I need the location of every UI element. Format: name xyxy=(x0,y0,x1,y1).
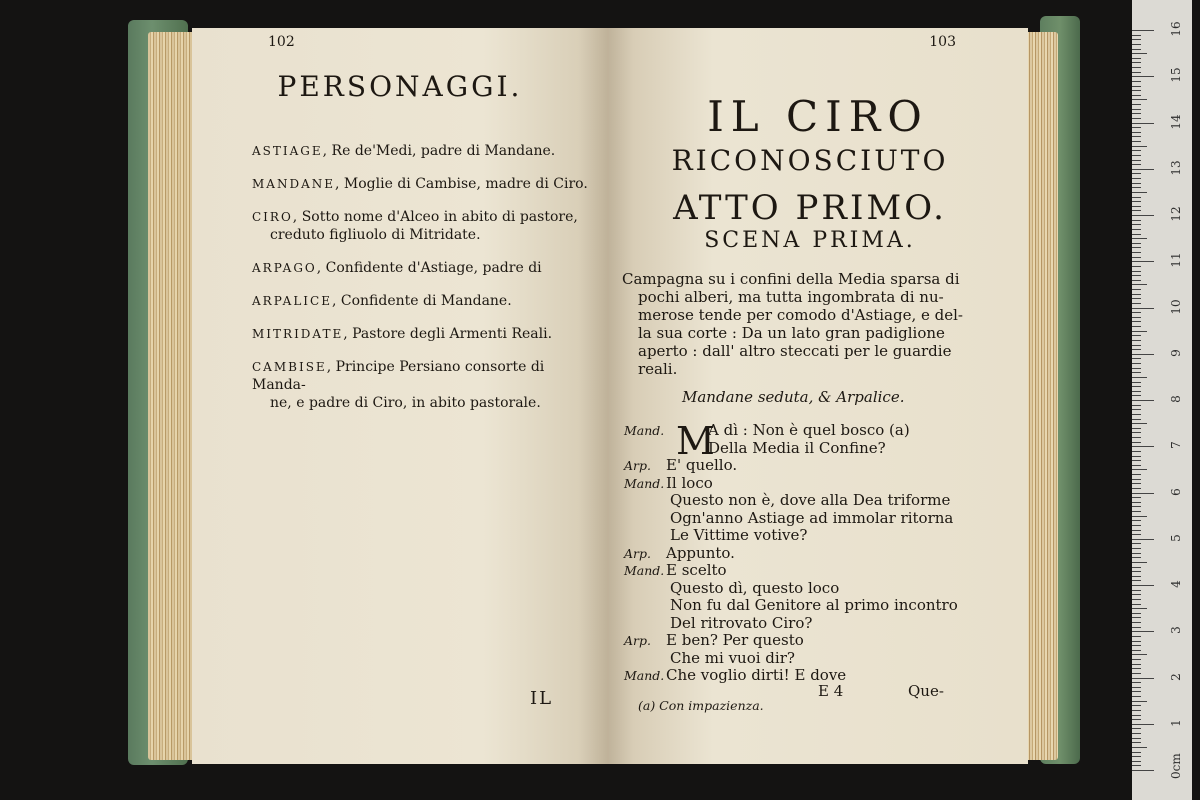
ruler-tick xyxy=(1132,530,1141,531)
character-description: , Principe Persiano consorte di Manda- xyxy=(252,359,545,393)
ruler-tick xyxy=(1132,728,1141,729)
ruler-tick xyxy=(1132,95,1141,96)
ruler-tick xyxy=(1132,511,1141,512)
scene-heading: SCENA PRIMA. xyxy=(704,228,916,253)
ruler-label: 0cm xyxy=(1169,753,1183,779)
ruler-tick xyxy=(1132,460,1141,461)
ruler-tick xyxy=(1132,747,1147,748)
ruler-tick xyxy=(1132,419,1141,420)
character-description: , Re de'Medi, padre di Mandane. xyxy=(322,143,556,159)
dialogue-text: Questo dì, questo loco xyxy=(670,578,840,597)
setting-line: reali. xyxy=(638,360,678,378)
ruler-tick xyxy=(1132,742,1141,743)
setting-line: aperto : dall' altro steccati per le guardie xyxy=(638,342,952,360)
ruler-tick xyxy=(1132,479,1141,480)
ruler-tick xyxy=(1132,358,1141,359)
ruler-tick xyxy=(1132,127,1141,128)
ruler-tick xyxy=(1132,363,1141,364)
ruler-label: 12 xyxy=(1169,206,1183,222)
dialogue-text: Il loco xyxy=(666,473,713,492)
ruler-tick xyxy=(1132,104,1141,105)
ruler-tick xyxy=(1132,90,1141,91)
ruler-tick xyxy=(1132,86,1141,87)
ruler-tick xyxy=(1132,312,1141,313)
ruler-tick xyxy=(1132,673,1141,674)
ruler-tick xyxy=(1132,483,1141,484)
dialogue-text: Non fu dal Genitore al primo incontro xyxy=(670,596,958,614)
ruler-tick xyxy=(1132,571,1141,572)
ruler-tick xyxy=(1132,238,1147,239)
ruler-tick xyxy=(1132,30,1154,31)
ruler-tick xyxy=(1132,599,1141,600)
setting-line: la sua corte : Da un lato gran padiglione xyxy=(638,324,945,342)
ruler-tick xyxy=(1132,289,1141,290)
ruler-tick xyxy=(1132,261,1154,262)
character-entry xyxy=(252,325,592,343)
ruler-tick xyxy=(1132,752,1141,753)
character-name: MITRIDATE xyxy=(252,327,344,341)
ruler-tick xyxy=(1132,234,1141,235)
ruler-tick xyxy=(1132,442,1141,443)
ruler-tick xyxy=(1132,608,1147,609)
ruler-tick xyxy=(1132,469,1147,470)
ruler-tick xyxy=(1132,488,1141,489)
ruler-tick xyxy=(1132,627,1141,628)
page-number: 102 xyxy=(268,34,295,50)
dialogue-text: E scelto xyxy=(666,561,727,579)
character-description: , Pastore degli Armenti Reali. xyxy=(343,326,553,342)
ruler-label: 16 xyxy=(1169,21,1183,37)
ruler-tick xyxy=(1132,349,1141,350)
ruler-tick xyxy=(1132,400,1154,401)
ruler-tick xyxy=(1132,243,1141,244)
ruler-tick xyxy=(1132,35,1141,36)
scene-setting xyxy=(622,270,972,378)
dialogue-text: Questo non è, dove alla Dea triforme xyxy=(670,491,951,509)
ruler-tick xyxy=(1132,502,1141,503)
dialogue-text: Che mi vuoi dir? xyxy=(670,648,795,667)
ruler-tick xyxy=(1132,141,1141,142)
ruler-tick xyxy=(1132,715,1141,716)
speaker-name: Mand. xyxy=(624,563,665,578)
ruler-label: 7 xyxy=(1169,441,1183,450)
character-name: CAMBISE xyxy=(252,360,327,374)
ruler-tick xyxy=(1132,414,1141,415)
setting-line: pochi alberi, ma tutta ingombrata di nu- xyxy=(638,288,944,306)
ruler-tick xyxy=(1132,613,1141,614)
ruler-tick xyxy=(1132,710,1141,711)
ruler-tick xyxy=(1132,118,1141,119)
ruler-tick xyxy=(1132,247,1141,248)
ruler-tick xyxy=(1132,432,1141,433)
dialogue-text: Del ritrovato Ciro? xyxy=(670,613,813,632)
ruler-tick xyxy=(1132,724,1154,725)
ruler-tick xyxy=(1132,331,1147,332)
right-page xyxy=(608,28,1028,764)
ruler-tick xyxy=(1132,178,1141,179)
ruler-label: 10 xyxy=(1169,298,1183,315)
ruler-tick xyxy=(1132,756,1141,757)
measurement-ruler xyxy=(1132,0,1192,800)
ruler-tick xyxy=(1132,192,1147,193)
ruler-tick xyxy=(1132,645,1141,646)
catchword: Que- xyxy=(908,682,944,700)
ruler-tick xyxy=(1132,525,1141,526)
ruler-tick xyxy=(1132,446,1154,447)
dialogue-line xyxy=(624,615,1014,633)
dialogue-text: Della Media il Confine? xyxy=(708,438,886,457)
ruler-tick xyxy=(1132,368,1141,369)
ruler-tick xyxy=(1132,201,1141,202)
dialogue-text: Le Vittime votive? xyxy=(670,526,808,544)
ruler-tick xyxy=(1132,451,1141,452)
dialogue-text: Appunto. xyxy=(666,543,735,562)
ruler-tick xyxy=(1132,659,1141,660)
page-title: PERSONAGGI. xyxy=(277,70,523,103)
dialogue-text: Ogn'anno Astiage ad immolar ritorna xyxy=(670,508,954,527)
ruler-tick xyxy=(1132,340,1141,341)
ruler-tick xyxy=(1132,160,1141,161)
ruler-tick xyxy=(1132,506,1141,507)
ruler-tick xyxy=(1132,516,1147,517)
ruler-tick xyxy=(1132,76,1154,77)
ruler-tick xyxy=(1132,534,1141,535)
ruler-tick xyxy=(1132,275,1141,276)
character-description-continued: ne, e padre di Ciro, in abito pastorale. xyxy=(270,395,541,411)
ruler-tick xyxy=(1132,654,1147,655)
catchword: IL xyxy=(530,688,554,709)
ruler-tick xyxy=(1132,668,1141,669)
ruler-tick xyxy=(1132,298,1141,299)
ruler-tick xyxy=(1132,691,1141,692)
ruler-tick xyxy=(1132,497,1141,498)
ruler-tick xyxy=(1132,604,1141,605)
ruler-tick xyxy=(1132,520,1141,521)
ruler-tick xyxy=(1132,386,1141,387)
ruler-label: 6 xyxy=(1169,487,1183,496)
ruler-tick xyxy=(1132,557,1141,558)
setting-line: Campagna su i confini della Media sparsa di xyxy=(622,270,960,288)
ruler-tick xyxy=(1132,493,1154,494)
ruler-tick xyxy=(1132,210,1141,211)
ruler-tick xyxy=(1132,543,1141,544)
dialogue-line xyxy=(624,580,1014,598)
character-entry xyxy=(252,292,592,310)
ruler-label: 13 xyxy=(1169,160,1183,176)
ruler-label: 8 xyxy=(1169,395,1183,403)
ruler-tick xyxy=(1132,405,1141,406)
ruler-tick xyxy=(1132,391,1141,392)
ruler-tick xyxy=(1132,44,1141,45)
ruler-tick xyxy=(1132,308,1154,309)
ruler-tick xyxy=(1132,271,1141,272)
ruler-label: 15 xyxy=(1169,67,1183,83)
ruler-tick xyxy=(1132,206,1141,207)
dialogue-line xyxy=(624,475,1014,493)
ruler-label: 3 xyxy=(1169,626,1183,635)
ruler-tick xyxy=(1132,49,1141,50)
ruler-tick xyxy=(1132,335,1141,336)
ruler-tick xyxy=(1132,113,1141,114)
ruler-tick xyxy=(1132,294,1141,295)
ruler-tick xyxy=(1132,266,1141,267)
play-subtitle: RICONOSCIUTO xyxy=(671,144,949,177)
ruler-tick xyxy=(1132,155,1141,156)
stage-direction: Mandane seduta, & Arpalice. xyxy=(682,388,905,406)
ruler-tick xyxy=(1132,594,1141,595)
ruler-tick xyxy=(1132,696,1141,697)
ruler-tick xyxy=(1132,539,1154,540)
ruler-tick xyxy=(1132,345,1141,346)
ruler-tick xyxy=(1132,252,1141,253)
ruler-tick xyxy=(1132,169,1154,170)
ruler-tick xyxy=(1132,354,1154,355)
ruler-tick xyxy=(1132,664,1141,665)
ruler-tick xyxy=(1132,617,1141,618)
character-entry xyxy=(252,175,592,193)
character-name: ASTIAGE xyxy=(252,144,323,158)
ruler-tick xyxy=(1132,687,1141,688)
play-title: IL CIRO xyxy=(707,92,929,141)
ruler-tick xyxy=(1132,705,1141,706)
ruler-tick xyxy=(1132,585,1154,586)
ruler-tick xyxy=(1132,678,1154,679)
ruler-tick xyxy=(1132,197,1141,198)
page-number: 103 xyxy=(929,34,956,50)
ruler-tick xyxy=(1132,67,1141,68)
character-name: ARPALICE xyxy=(252,294,332,308)
dialogue-line xyxy=(624,632,1014,650)
ruler-tick xyxy=(1132,770,1154,771)
dialogue-text: Che voglio dirti! E dove xyxy=(666,666,847,684)
setting-line: merose tende per comodo d'Astiage, e del- xyxy=(638,306,963,324)
ruler-tick xyxy=(1132,136,1141,137)
dialogue-line xyxy=(624,492,1014,510)
ruler-tick xyxy=(1132,220,1141,221)
ruler-tick xyxy=(1132,257,1141,258)
act-heading: ATTO PRIMO. xyxy=(673,188,947,228)
ruler-tick xyxy=(1132,576,1141,577)
ruler-tick xyxy=(1132,284,1147,285)
footnote: (a) Con impazienza. xyxy=(638,698,764,713)
ruler-tick xyxy=(1132,187,1141,188)
ruler-tick xyxy=(1132,39,1141,40)
ruler-tick xyxy=(1132,224,1141,225)
ruler-label: 14 xyxy=(1169,113,1183,130)
ruler-tick xyxy=(1132,650,1141,651)
ruler-tick xyxy=(1132,548,1141,549)
ruler-tick xyxy=(1132,72,1141,73)
character-description: , Moglie di Cambise, madre di Ciro. xyxy=(335,176,588,192)
dialogue-line xyxy=(624,562,1014,580)
character-description: , Confidente di Mandane. xyxy=(332,293,512,309)
dialogue-line xyxy=(624,597,1014,615)
ruler-tick xyxy=(1132,53,1147,54)
dialogue xyxy=(624,419,1014,685)
ruler-tick xyxy=(1132,58,1141,59)
speaker-name: Arp. xyxy=(624,633,651,648)
ruler-tick xyxy=(1132,372,1141,373)
ruler-tick xyxy=(1132,81,1141,82)
ruler-tick xyxy=(1132,622,1141,623)
ruler-tick xyxy=(1132,437,1141,438)
character-description-continued: creduto figliuolo di Mitridate. xyxy=(270,227,481,243)
ruler-tick xyxy=(1132,146,1147,147)
ruler-tick xyxy=(1132,99,1147,100)
ruler-label: 11 xyxy=(1169,252,1183,268)
speaker-name: Mand. xyxy=(624,475,665,491)
dialogue-line xyxy=(624,510,1014,528)
ruler-tick xyxy=(1132,733,1141,734)
ruler-label: 2 xyxy=(1169,672,1183,681)
character-name: CIRO xyxy=(252,210,293,224)
ruler-tick xyxy=(1132,321,1141,322)
ruler-tick xyxy=(1132,377,1147,378)
ruler-label: 1 xyxy=(1169,718,1183,727)
signature-mark: E 4 xyxy=(818,682,844,700)
speaker-name: Arp. xyxy=(624,458,651,473)
ruler-tick xyxy=(1132,183,1141,184)
ruler-tick xyxy=(1132,215,1154,216)
ruler-tick xyxy=(1132,150,1141,151)
ruler-tick xyxy=(1132,326,1141,327)
ruler-tick xyxy=(1132,317,1141,318)
ruler-tick xyxy=(1132,382,1141,383)
ruler-tick xyxy=(1132,395,1141,396)
ruler-tick xyxy=(1132,719,1141,720)
character-name: MANDANE xyxy=(252,177,335,191)
ruler-tick xyxy=(1132,738,1141,739)
ruler-tick xyxy=(1132,428,1141,429)
dialogue-line xyxy=(624,650,1014,668)
ruler-tick xyxy=(1132,173,1141,174)
ruler-tick xyxy=(1132,701,1147,702)
speaker-name: Mand. xyxy=(624,423,665,438)
ruler-tick xyxy=(1132,636,1141,637)
ruler-label: 9 xyxy=(1169,348,1183,357)
character-entry xyxy=(252,142,592,160)
speaker-name: Mand. xyxy=(624,668,665,683)
drop-cap: M xyxy=(676,419,715,463)
ruler-tick xyxy=(1132,567,1141,568)
dialogue-line xyxy=(624,527,1014,545)
ruler-label: 4 xyxy=(1169,580,1183,588)
ruler-label: 5 xyxy=(1169,533,1183,542)
ruler-tick xyxy=(1132,229,1141,230)
dialogue-text: A dì : Non è quel bosco (a) xyxy=(708,421,910,439)
ruler-tick xyxy=(1132,109,1141,110)
dialogue-text: E' quello. xyxy=(666,456,738,474)
dialogue-text: E ben? Per questo xyxy=(666,631,804,649)
character-name: ARPAGO xyxy=(252,261,317,275)
character-entry xyxy=(252,208,592,244)
ruler-tick xyxy=(1132,303,1141,304)
ruler-tick xyxy=(1132,631,1154,632)
character-description: , Sotto nome d'Alceo in abito di pastore, xyxy=(292,209,578,225)
dialogue-line xyxy=(624,457,1014,475)
ruler-tick xyxy=(1132,641,1141,642)
ruler-tick xyxy=(1132,123,1154,124)
ruler-tick xyxy=(1132,62,1141,63)
speaker-name: Arp. xyxy=(624,545,651,561)
dialogue-line xyxy=(624,545,1014,563)
ruler-tick xyxy=(1132,580,1141,581)
character-description: , Confidente d'Astiage, padre di xyxy=(316,260,542,276)
ruler-tick xyxy=(1132,761,1141,762)
character-list xyxy=(252,142,592,427)
ruler-tick xyxy=(1132,765,1141,766)
ruler-tick xyxy=(1132,409,1141,410)
ruler-tick xyxy=(1132,132,1141,133)
ruler-tick xyxy=(1132,164,1141,165)
ruler-tick xyxy=(1132,682,1141,683)
ruler-tick xyxy=(1132,456,1141,457)
ruler-tick xyxy=(1132,280,1141,281)
character-entry xyxy=(252,259,592,277)
ruler-tick xyxy=(1132,423,1147,424)
dialogue-line xyxy=(624,440,1014,458)
ruler-tick xyxy=(1132,474,1141,475)
ruler-tick xyxy=(1132,465,1141,466)
ruler-tick xyxy=(1132,562,1147,563)
ruler-tick xyxy=(1132,590,1141,591)
ruler-tick xyxy=(1132,553,1141,554)
character-entry xyxy=(252,358,592,412)
